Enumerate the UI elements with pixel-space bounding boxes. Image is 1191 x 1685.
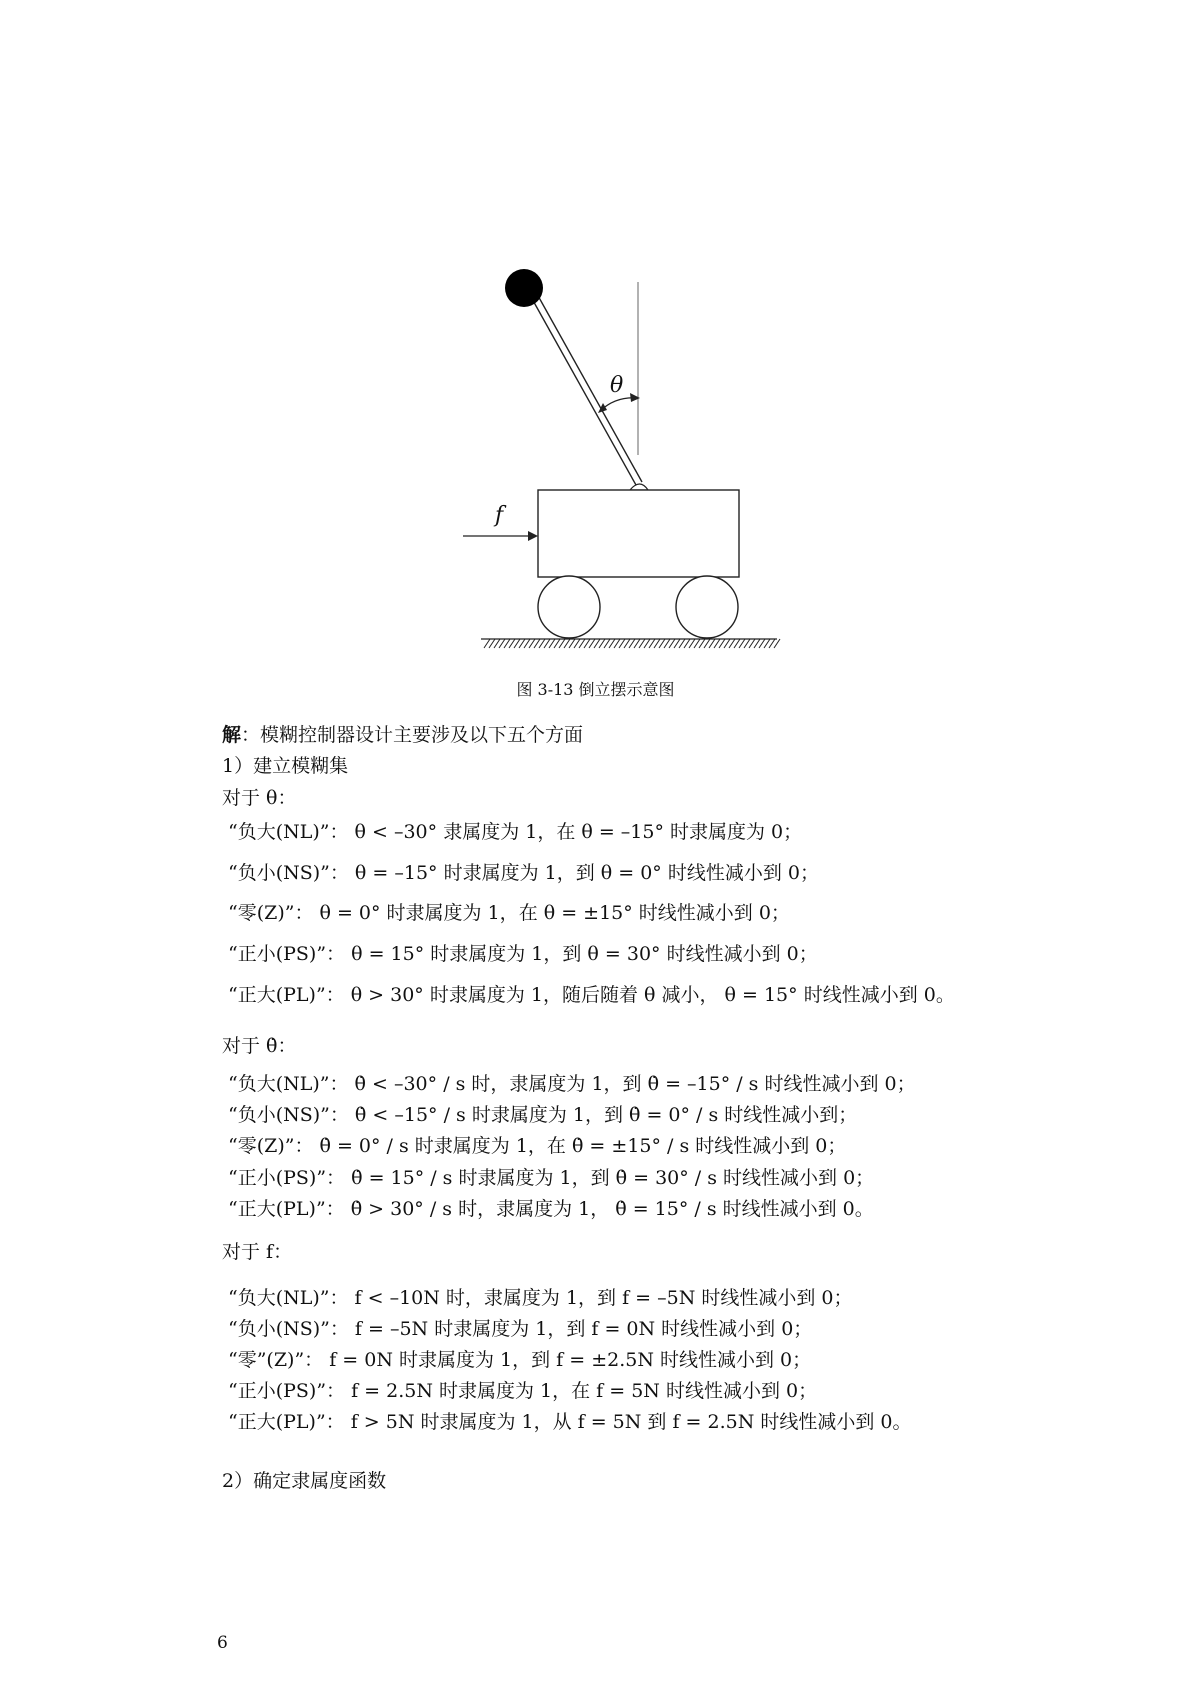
ground-hatch-line (504, 639, 510, 648)
ground-hatch-line (529, 639, 535, 648)
ground-hatch-line (484, 639, 490, 648)
ground-hatch-line (519, 639, 525, 648)
ground-hatch-line (754, 639, 760, 648)
f-item-nl: “负大(NL)”： f < –10N 时，隶属度为 1，到 f = –5N 时线性减小到 0； (228, 1287, 853, 1309)
f-item-ns: “负小(NS)”： f = –5N 时隶属度为 1，到 f = 0N 时线性减小到 0； (228, 1318, 813, 1340)
ground-hatch-line (774, 639, 780, 648)
ground-hatch-line (599, 639, 605, 648)
inverted-pendulum-diagram (0, 0, 1191, 660)
ground-hatch-line (594, 639, 600, 648)
theta-item-ps: “正小(PS)”： θ = 15° 时隶属度为 1，到 θ = 30° 时线性减小到 0； (228, 943, 818, 965)
ground-hatch-line (729, 639, 735, 648)
ground-hatch-line (524, 639, 530, 648)
f-item-pl: “正大(PL)”： f > 5N 时隶属度为 1，从 f = 5N 到 f = 2.5N 时线性减小到 0。 (228, 1411, 912, 1433)
ground-hatch-line (704, 639, 710, 648)
ground-hatch-line (559, 639, 565, 648)
ground-hatch-line (629, 639, 635, 648)
ground-hatch-line (749, 639, 755, 648)
ground-hatch-line (539, 639, 545, 648)
ground-hatch-line (719, 639, 725, 648)
theta-item-ns: “负小(NS)”： θ = –15° 时隶属度为 1，到 θ = 0° 时线性减小到 0； (228, 862, 819, 884)
theta-label: θ (610, 373, 624, 398)
ground-hatch-line (569, 639, 575, 648)
ground-hatch-line (589, 639, 595, 648)
step-2-heading: 2）确定隶属度函数 (222, 1470, 387, 1492)
ground-hatch-line (574, 639, 580, 648)
ground-hatch-line (689, 639, 695, 648)
figure-caption: 图 3-13 倒立摆示意图 (516, 680, 675, 699)
thetadot-item-ps: “正小(PS)”： θ̇ = 15° / s 时隶属度为 1，到 θ̇ = 30° / s 时线性减小到 0； (228, 1167, 875, 1189)
ground-hatch-line (499, 639, 505, 648)
ground-hatch-line (764, 639, 770, 648)
intro-text: ：模糊控制器设计主要涉及以下五个方面 (241, 724, 584, 746)
intro-paragraph (222, 720, 583, 747)
theta-heading: 对于 θ： (222, 787, 297, 809)
ground-hatch-line (624, 639, 630, 648)
thetadot-item-z: “零(Z)”： θ̇ = 0° / s 时隶属度为 1，在 θ̇ = ±15° / s 时线性减小到 0； (228, 1135, 847, 1157)
force-arrowhead (528, 531, 538, 541)
ground-hatch-line (579, 639, 585, 648)
left-wheel (538, 576, 600, 638)
page-number: 6 (217, 1633, 228, 1653)
ground-hatch-line (614, 639, 620, 648)
ground-hatch-line (674, 639, 680, 648)
ground-hatching (484, 639, 780, 648)
ground-hatch-line (649, 639, 655, 648)
ground-hatch-line (564, 639, 570, 648)
ground-hatch-line (769, 639, 775, 648)
pendulum-pivot (630, 484, 648, 490)
ground-hatch-line (554, 639, 560, 648)
ground-hatch-line (609, 639, 615, 648)
thetadot-item-ns: “负小(NS)”： θ̇ < –15° / s 时隶属度为 1，到 θ̇ = 0° / s 时线性减小到； (228, 1104, 858, 1126)
ground-hatch-line (584, 639, 590, 648)
ground-hatch-line (604, 639, 610, 648)
thetadot-item-pl: “正大(PL)”： θ̇ > 30° / s 时，隶属度为 1， θ̇ = 15° / s 时线性减小到 0。 (228, 1198, 874, 1220)
theta-item-nl: “负大(NL)”： θ < –30° 隶属度为 1，在 θ = –15° 时隶属度为 0； (228, 821, 803, 843)
force-label: f (495, 503, 504, 528)
ground-hatch-line (734, 639, 740, 648)
ground-hatch-line (634, 639, 640, 648)
ground-hatch-line (619, 639, 625, 648)
pendulum-rod-edge (532, 285, 642, 482)
ground-hatch-line (639, 639, 645, 648)
f-item-ps: “正小(PS)”： f = 2.5N 时隶属度为 1，在 f = 5N 时线性减小到 0； (228, 1380, 818, 1402)
ground-hatch-line (759, 639, 765, 648)
right-wheel (676, 576, 738, 638)
f-heading: 对于 f： (222, 1241, 293, 1263)
ground-hatch-line (714, 639, 720, 648)
ground-hatch-line (654, 639, 660, 648)
ground-hatch-line (694, 639, 700, 648)
ground-hatch-line (644, 639, 650, 648)
ground-hatch-line (659, 639, 665, 648)
cart-body (538, 490, 739, 577)
thetadot-heading: 对于 θ̇： (222, 1035, 297, 1057)
ground-hatch-line (669, 639, 675, 648)
ground-hatch-line (739, 639, 745, 648)
ground-hatch-line (744, 639, 750, 648)
ground-hatch-line (699, 639, 705, 648)
ground-hatch-line (534, 639, 540, 648)
thetadot-item-nl: “负大(NL)”： θ̇ < –30° / s 时，隶属度为 1，到 θ̇ = –15° / s 时线性减小到 0； (228, 1073, 916, 1095)
ground-hatch-line (724, 639, 730, 648)
theta-item-pl: “正大(PL)”： θ > 30° 时隶属度为 1，随后随着 θ 减小， θ = 15° 时线性减小到 0。 (228, 984, 955, 1006)
ground-hatch-line (709, 639, 715, 648)
pendulum-bob (505, 269, 543, 307)
ground-hatch-line (544, 639, 550, 648)
ground-hatch-line (509, 639, 515, 648)
ground-hatch-line (549, 639, 555, 648)
ground-hatch-line (514, 639, 520, 648)
theta-item-z: “零(Z)”： θ = 0° 时隶属度为 1，在 θ = ±15° 时线性减小到 0； (228, 902, 790, 924)
ground-hatch-line (494, 639, 500, 648)
ground-hatch-line (489, 639, 495, 648)
step-1-heading: 1）建立模糊集 (222, 755, 349, 777)
ground-hatch-line (679, 639, 685, 648)
f-item-z: “零”(Z)”： f = 0N 时隶属度为 1，到 f = ±2.5N 时线性减小到 0； (228, 1349, 812, 1371)
ground-hatch-line (664, 639, 670, 648)
solution-label: 解 (222, 724, 242, 746)
ground-hatch-line (684, 639, 690, 648)
